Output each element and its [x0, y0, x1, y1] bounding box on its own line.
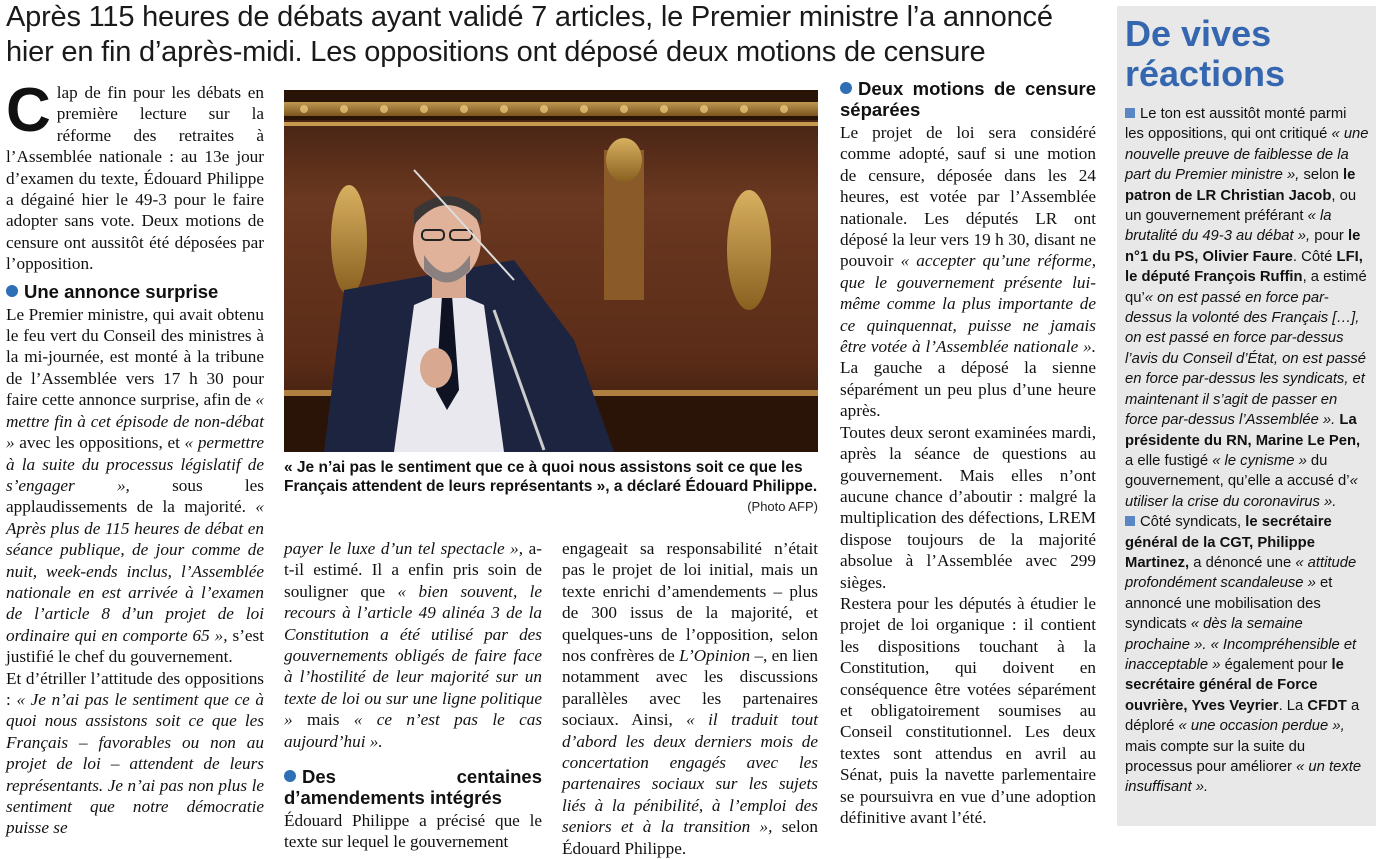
headline-line-2: hier en fin d’après-midi. Les oppositions ont déposé deux motions de censure	[6, 36, 986, 68]
sidebar-title: De vives réactions	[1125, 13, 1286, 94]
photo-caption: « Je n’ai pas le sentiment que ce à quoi nous assistons soit ce que les Français attendent de leurs représentants », a déclaré Édouard Philippe.	[284, 459, 818, 495]
article-column-2	[284, 538, 542, 853]
paragraph: Édouard Philippe a précisé que le texte sur lequel le gouvernement	[284, 811, 542, 852]
subheading-amendements: Des centaines d’amendements intégrés	[284, 766, 542, 809]
sidebar-body	[1125, 104, 1369, 798]
article-column-3	[562, 538, 818, 859]
sidebar-paragraph: Le ton est aussitôt monté parmi les oppositions, qui ont critiqué « une nouvelle preuve de faiblesse de la part du Premier ministre », selon le patron de LR Christian Jacob, ou un gouvernement préférant « la brutalité du 49-3 au débat », pour le n°1 du PS, Olivier Faure. Côté LFI, le député François Ruffin, a estimé qu’« on est passé en force par-dessus la volonté des Français […], on est passé en force par-dessus l’avis du Conseil d’État, on est passé en force par-dessus les syndicats, et maintenant il s’agit de passer en force par-dessus l’Assemblée ». La présidente du RN, Marine Le Pen, a elle fustigé « le cynisme » du gouvernement, qu’elle a accusé d’« utiliser la crise du coronavirus ».	[1125, 106, 1369, 510]
square-bullet-icon	[1125, 108, 1135, 118]
article-column-4	[840, 78, 1096, 828]
paragraph: Le projet de loi sera considéré comme adopté, sauf si une motion de censure, déposée dans les 24 heures, est votée par l’Assemblée nationale. Les députés LR ont déposé la leur vers 19 h 30, disant ne pouvoir « accepter qu’une réforme, que le gouvernement présente lui-même comme la plus importante de ce quinquennat, puisse ne jamais être votée à l’Assemblée nationale ». La gauche a déposé la sienne séparément un peu plus d’une heure après.	[840, 123, 1097, 421]
paragraph: Restera pour les députés à étudier le projet de loi organique : il contient les dispositions touchant à la Constitution, qui doivent en conséquence être votées séparément et obligatoirement soumises au Conseil constitutionnel. Les deux textes sont attendus en avril au Sénat, puis la navette parlementaire se poursuivra en vue d’une adoption définitive avant l’été.	[840, 593, 1096, 827]
bullet-dot-icon	[840, 82, 852, 94]
photo-edouard-philippe	[284, 90, 818, 452]
article-column-1	[6, 76, 265, 839]
headline-line-1: Après 115 heures de débats ayant validé 7 articles, le Premier ministre l’a annoncé	[6, 1, 1053, 33]
subheading-annonce-surprise: Une annonce surprise	[6, 281, 264, 302]
bullet-dot-icon	[6, 285, 18, 297]
photo-credit: (Photo AFP)	[747, 499, 818, 514]
paragraph: Le Premier ministre, qui avait obtenu le feu vert du Conseil des ministres à la mi-journée, est monté à la tribune de l’Assemblée vers 17 h 30 pour faire cette annonce surprise, afin de « mettre fin à cet épisode de non-débat » avec les oppositions, et « permettre à la suite du processus législatif de s’engager », sous les applaudissements de la majorité. « Après plus de 115 heures de débat en séance publique, de jour comme de nuit, week-ends inclus, l’Assemblée nationale en est arrivée à l’examen de l’article 8 d’un projet de loi ordinaire qui en comporte 65 », s’est justifié le chef du gouvernement.	[6, 304, 265, 667]
sidebar-paragraph: Côté syndicats, le secrétaire général de la CGT, Philippe Martinez, a dénoncé une « attitude profondément scandaleuse » et annoncé une mobilisation des syndicats « dès la semaine prochaine ». « Incompréhensible et inacceptable » également pour le secrétaire général de Force ouvrière, Yves Veyrier. La CFDT a déploré « une occasion perdue », mais compte sur la suite du processus pour améliorer « un texte insuffisant ».	[1125, 514, 1362, 796]
paragraph: engageait sa responsabilité n’était pas le projet de loi initial, mais un texte enrichi d’amendements – plus de 300 issus de la majorité, et quelques-uns de l’opposition, selon nos confrères de L’Opinion –, en lien notamment avec les discussions parallèles avec les partenaires sociaux. Ainsi, « il traduit tout d’abord les deux derniers mois de concertation engagés avec les partenaires sociaux sur les sujets liés à la pénibilité, à l’emploi des seniors et à la transition », selon Édouard Philippe.	[562, 539, 819, 858]
drop-cap: C	[6, 76, 51, 145]
subheading-motions-censure: Deux motions de censure séparées	[840, 78, 1096, 120]
paragraph: Toutes deux seront examinées mardi, après la séance de questions au gouvernement. Mais elles n’ont aucune chance d’aboutir : malgré la multiplication des défections, LREM dispose toujours de la majorité absolue à l’Assemblée avec 299 sièges.	[840, 422, 1096, 592]
headline	[6, 0, 1106, 70]
bullet-dot-icon	[284, 770, 296, 782]
intro-paragraph: Clap de fin pour les débats en première lecture sur la réforme des retraites à l’Assemblée nationale : au 13e jour d’examen du texte, Édouard Philippe a dégainé hier le 49-3 pour le faire adopter sans vote. Deux motions de censure ont aussitôt été déposées par l’opposition.	[6, 76, 264, 274]
sidebar-reactions	[1117, 6, 1376, 826]
paragraph: payer le luxe d’un tel spectacle », a-t-il estimé. Il a enfin pris soin de souligner que « bien souvent, le recours à l’article 49 alinéa 3 de la Constitution a été utilisé par des gouvernements obligés de faire face à l’hostilité de leur majorité sur un texte de loi ou sur une ligne politique » mais « ce n’est pas le cas aujourd’hui ».	[284, 539, 543, 751]
paragraph: Et d’étriller l’attitude des oppositions : « Je n’ai pas le sentiment que ce à quoi nous assistons soit ce que les Français – favorables ou non au projet de loi – attendent de leurs représentants. Je n’ai pas non plus le sentiment que notre démocratie puisse se	[6, 668, 265, 838]
square-bullet-icon	[1125, 516, 1135, 526]
